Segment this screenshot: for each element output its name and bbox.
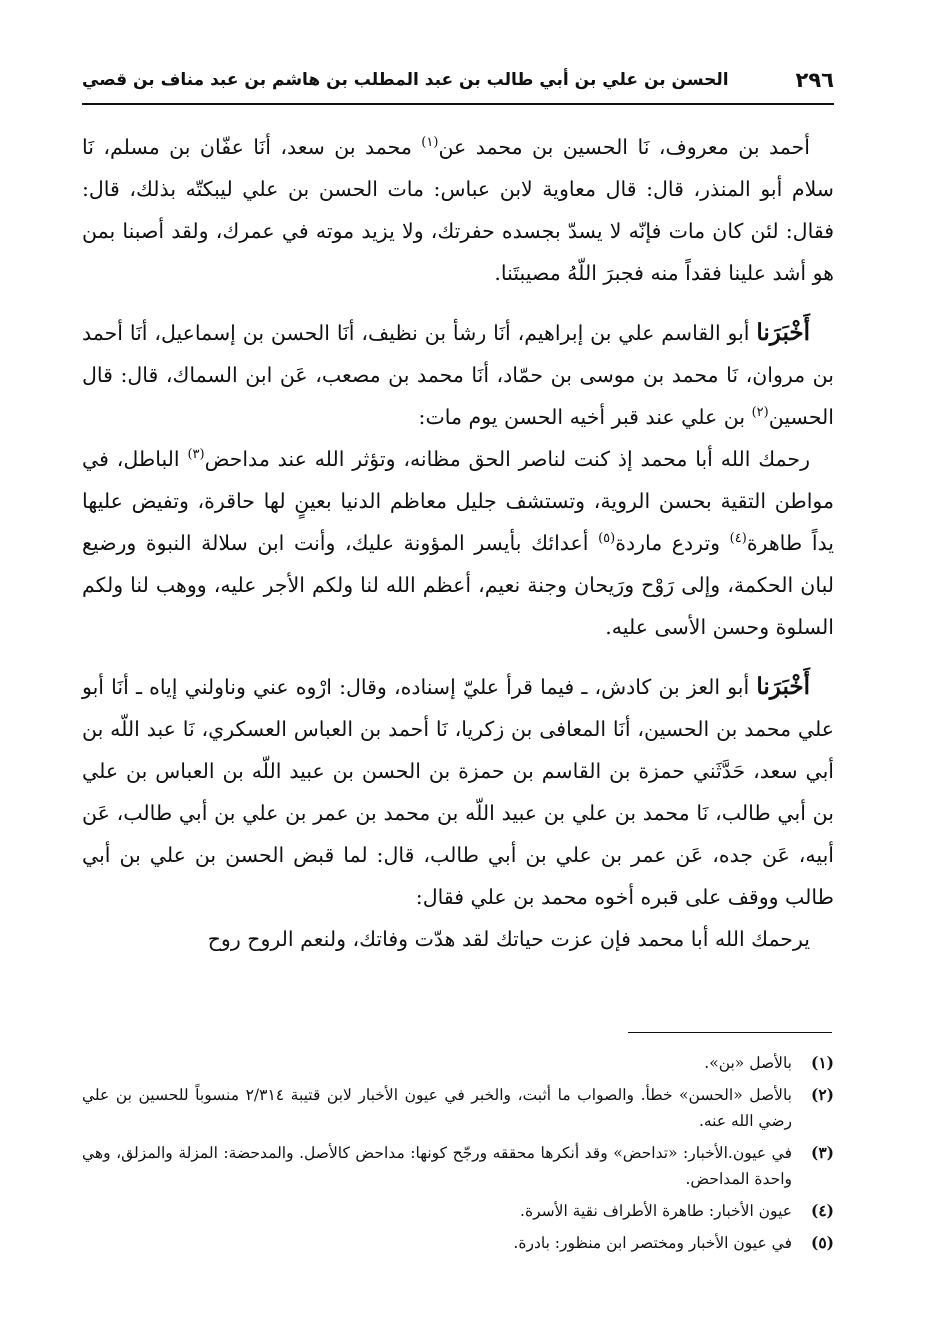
page-number: ٢٩٦: [795, 68, 834, 92]
footnote-rule: [628, 1032, 832, 1033]
footnote-text: عيون الأخبار: طاهرة الأطراف نقية الأسرة.: [520, 1202, 792, 1220]
footnote-ref-1: (١): [421, 135, 439, 151]
header-rule: [82, 103, 834, 105]
footnote-number: (٢): [810, 1085, 834, 1104]
footnote-5: [82, 1230, 834, 1256]
running-title: الحسن بن علي بن أبي طالب بن عبد المطلب بن هاشم بن عبد مناف بن قصي: [82, 70, 729, 90]
paragraph-4: أَخْبَرَنا أبو العز بن كادش، ـ فيما قرأ عليّ إسناده، وقال: ارْوه عني وناولني إياه ـ أنَا أبو علي محمد بن الحسين، أنَا المعافى بن زكريا، نَا أحمد بن العباس العسكري، نَا عبد اللّه بن أبي سعد، حَدَّثَني حمزة بن القاسم بن حمزة بن الحسن بن عبيد اللّه بن العباس بن علي بن أبي طالب، نَا محمد بن علي بن عبيد اللّه بن محمد بن عمر بن علي بن أبي طالب، عَن أبيه، عَن جده، عَن عمر بن علي بن أبي طالب، قال: لما قبض الحسن بن علي بن أبي طالب ووقف على قبره أخوه محمد بن علي فقال:: [82, 673, 834, 909]
footnote-text: بالأصل «الحسن» خطأ. والصواب ما أثبت، والخبر في عيون الأخبار لابن قتيبة ٢/٣١٤ منسوباً للحسين بن علي رضي الله عنه.: [82, 1086, 793, 1130]
footnote-text: في عيون الأخبار ومختصر ابن منظور: بادرة.: [513, 1234, 792, 1252]
footnote-1: [82, 1050, 834, 1076]
footnote-number: (٥): [810, 1233, 834, 1252]
footnote-number: (٣): [810, 1143, 834, 1162]
paragraph-2: أَخْبَرَنا أبو القاسم علي بن إبراهيم، أنَا رشأ بن نظيف، أنَا الحسن بن إسماعيل، أنَا أحمد بن مروان، نَا محمد بن موسى بن حمّاد، أنَا محمد بن مصعب، عَن ابن السماك، قال: قال الحسين$^{(٢)}$ بن علي عند قبر أخيه الحسن يوم مات:: [82, 319, 834, 429]
paragraph-1: أحمد بن معروف، نَا الحسين بن محمد عن$^{(١)}$ محمد بن سعد، أنَا عفّان بن مسلم، نَا سلام أبو المنذر، قال: قال معاوية لابن عباس: مات الحسن بن علي ليبكتّه بذلك، قال: فقال: لئن كان مات فإنّه لا يسدّ بجسده حفرتك، ولا يزيد موته في عمرك، ولقد أصبنا بمن هو أشد علينا فقداً منه فجبرَ اللّهُ مصيبتَنا.: [82, 135, 834, 285]
footnote-ref-3: (٣): [187, 447, 205, 463]
lead-word: أَخْبَرَنا: [756, 673, 810, 700]
footnote-4: [82, 1198, 834, 1224]
paragraph-5: يرحمك الله أبا محمد فإن عزت حياتك لقد هدّت وفاتك، ولنعم الروح روح: [207, 927, 810, 951]
footnote-2: [82, 1082, 834, 1134]
footnote-number: (٤): [810, 1201, 834, 1220]
main-text: [82, 126, 834, 960]
page-header: [82, 68, 834, 102]
footnote-ref-4: (٤): [729, 531, 747, 547]
footnotes: [82, 1050, 834, 1262]
footnote-text: بالأصل «بن».: [704, 1054, 792, 1072]
lead-word: أَخْبَرَنا: [756, 319, 810, 346]
footnote-number: (١): [810, 1053, 834, 1072]
footnote-text: في عيون.الأخبار: «تداحض» وقد أنكرها محققه ورجّح كونها: مداحض كالأصل. والمدحضة: المزلة والمزلق، وهي واحدة المداحض.: [82, 1144, 792, 1188]
footnote-ref-2: (٢): [751, 405, 769, 421]
paragraph-3: رحمك الله أبا محمد إذ كنت لناصر الحق مظانه، وتؤثر الله عند مداحض$^{(٣)}$ الباطل، في مواطن التقية بحسن الروية، وتستشف جليل معاظم الدنيا بعينٍ لها حاقرة، وتفيض عليها يداً طاهرة$^{(٤)}$ وتردع ماردة$^{(٥)}$ أعدائك بأيسر المؤونة عليك، وأنت ابن سلالة النبوة ورضيع لبان الحكمة، وإلى رَوْح ورَيحان وجنة نعيم، أعظم الله لنا ولكم الأجر عليه، ووهب لنا ولكم السلوة وحسن الأسى عليه.: [82, 447, 834, 639]
footnote-ref-5: (٥): [598, 531, 616, 547]
footnote-3: [82, 1140, 834, 1192]
